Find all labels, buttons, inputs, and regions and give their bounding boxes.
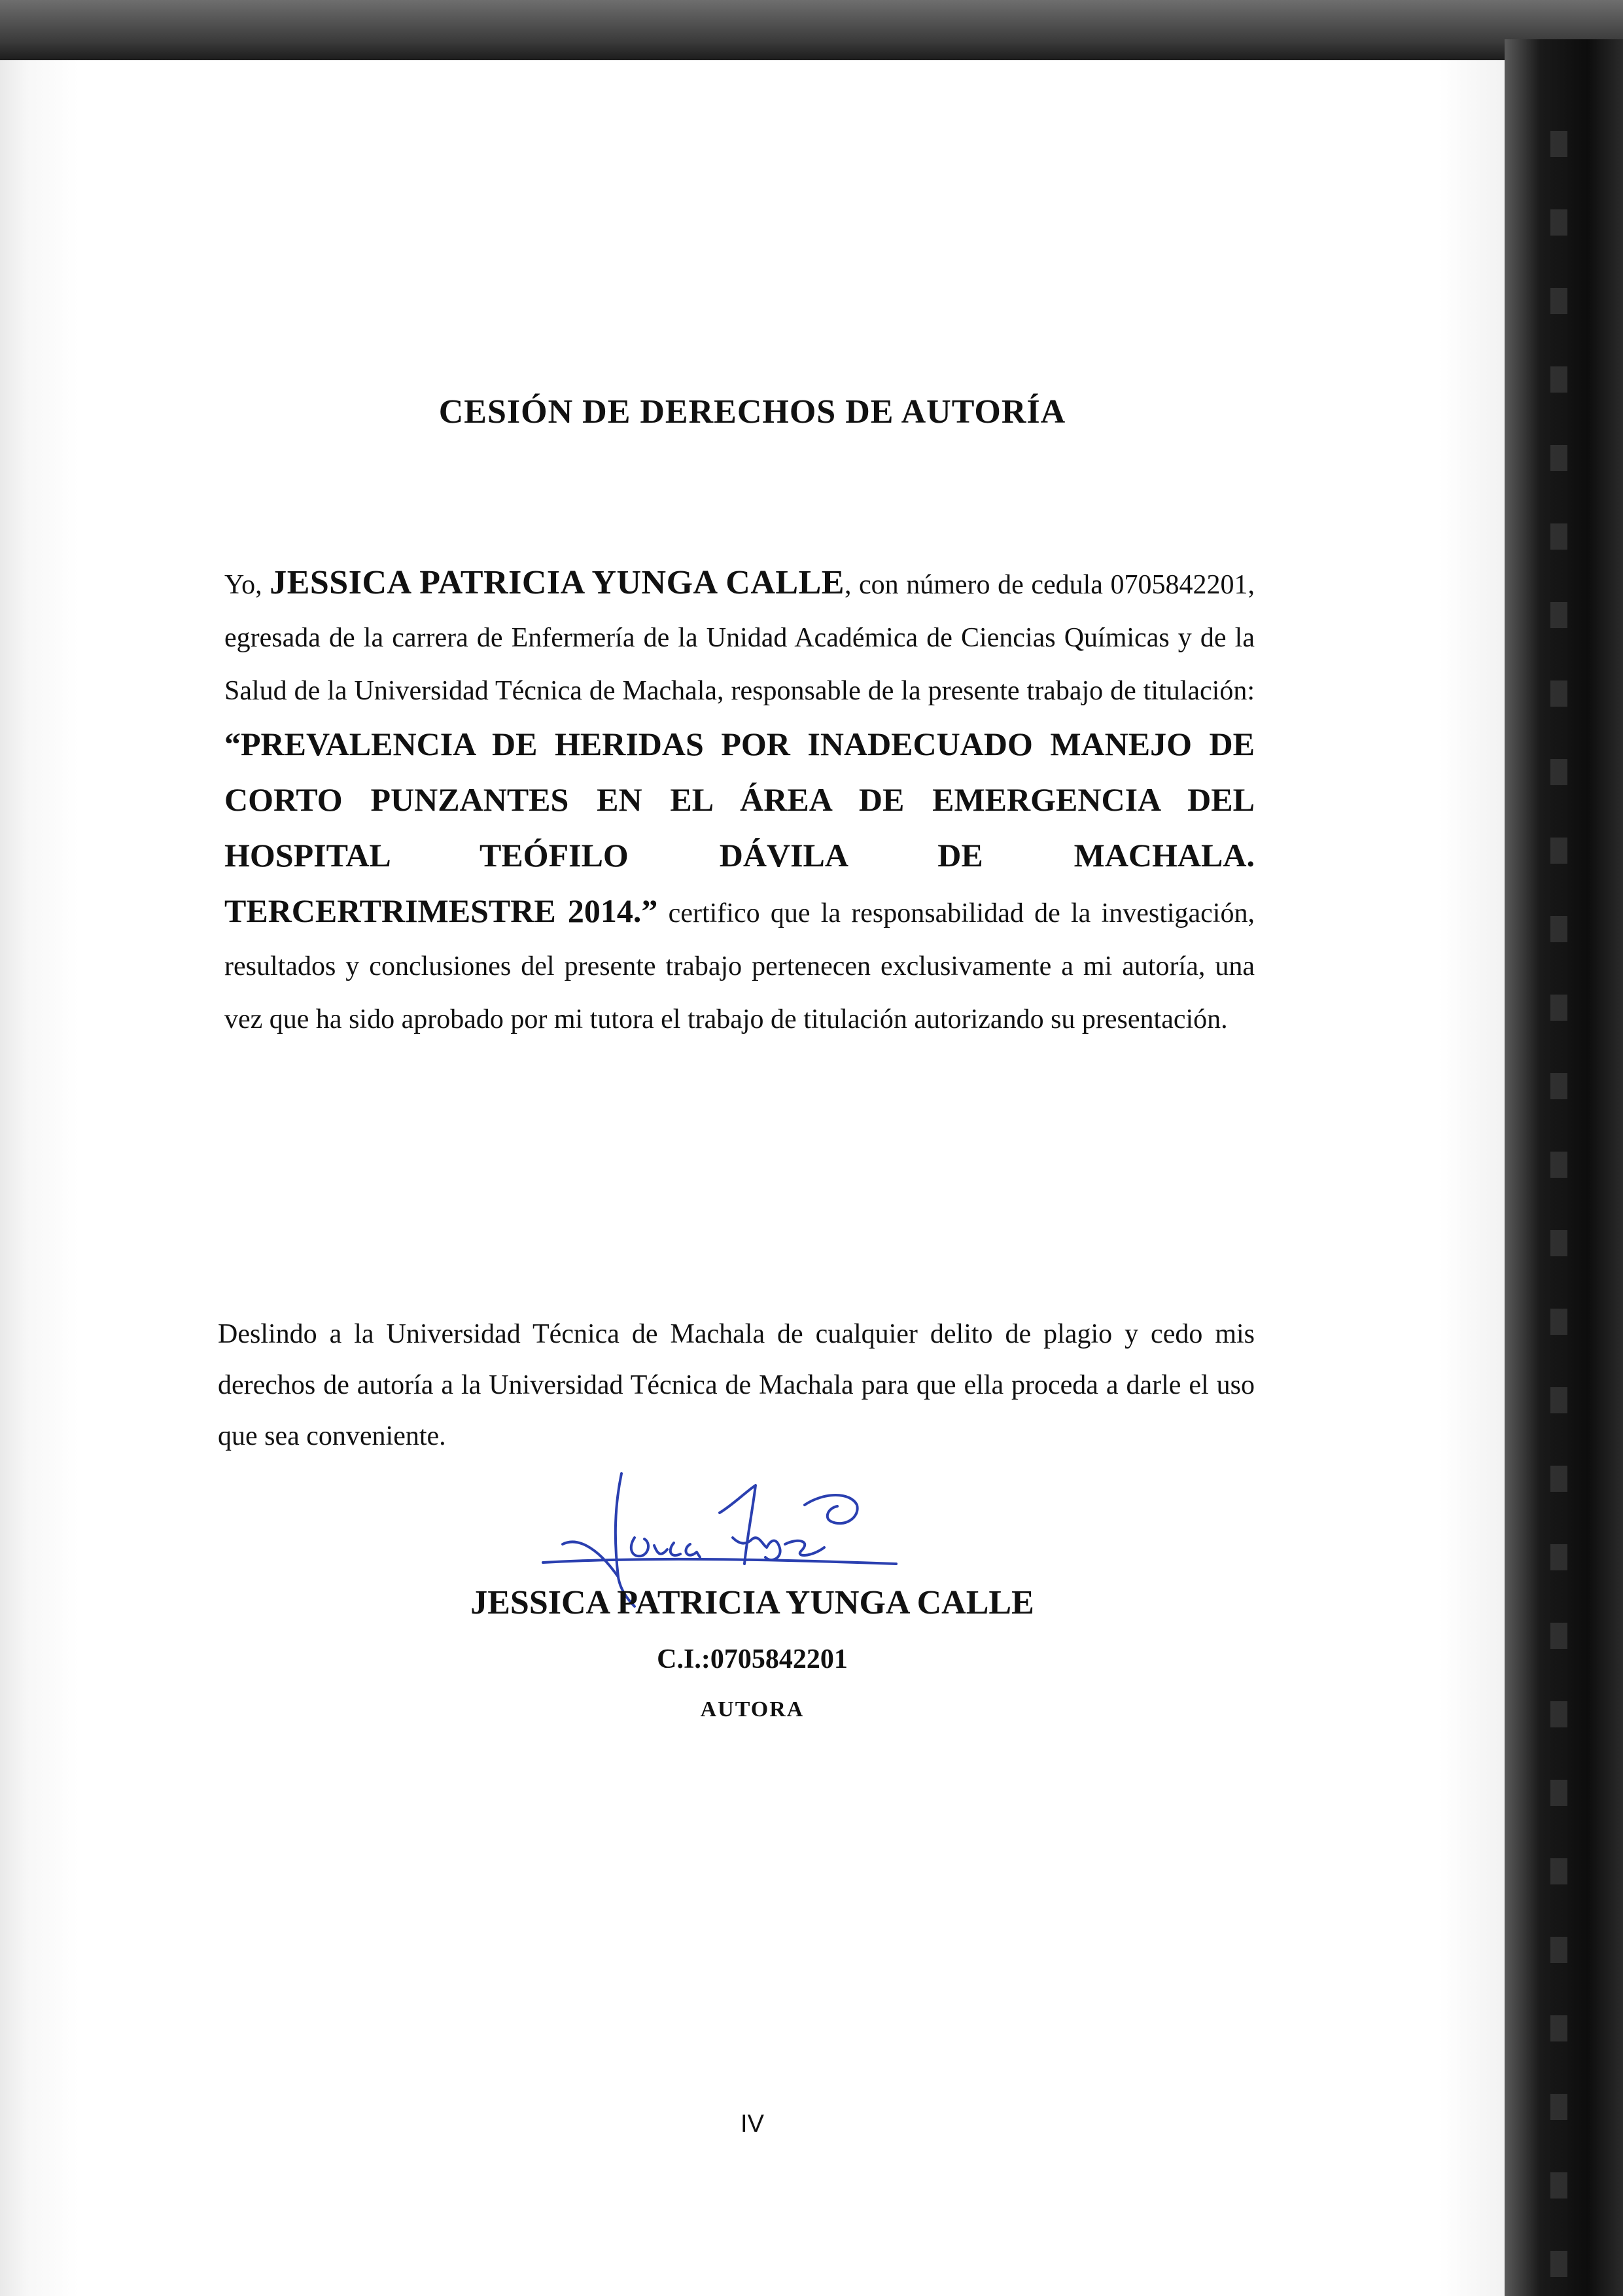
author-name-inline: JESSICA PATRICIA YUNGA CALLE (270, 564, 845, 601)
thesis-title: “PREVALENCIA DE HERIDAS POR INADECUADO MANEJO DE CORTO PUNZANTES EN EL ÁREA DE EMERGENCIA DEL HOSPITAL TEÓFILO DÁVILA DE MACHALA. TERCERTRIMESTRE 2014.” (224, 726, 1255, 929)
intro-text: Yo, (224, 570, 270, 600)
scan-top-band (0, 0, 1623, 60)
page-stack-shadow (1550, 131, 1567, 2290)
document-title: CESIÓN DE DERECHOS DE AUTORÍA (438, 393, 1066, 431)
page-number: IV (741, 2110, 764, 2138)
declaration-text: , con número de cedula 0705842201, egresada de la carrera de Enfermería de la Unidad Académica de Ciencias Químicas y de la Salud de la Universidad Técnica de Machala, responsable de la presente trabajo de titulación: (224, 570, 1255, 706)
signer-role: AUTORA (700, 1697, 805, 1722)
signer-id-number: C.I.:0705842201 (657, 1644, 848, 1674)
signer-name: JESSICA PATRICIA YUNGA CALLE (470, 1584, 1034, 1621)
waiver-paragraph: Deslindo a la Universidad Técnica de Machala de cualquier delito de plagio y cedo mis derechos de autoría a la Universidad Técnica de Machala para que ella proceda a darle el uso que sea conveniente. (218, 1319, 1255, 1451)
declaration-paragraph (224, 556, 1255, 1046)
certification-text: certifico que la responsabilidad de la investigación, resultados y conclusiones del presente trabajo pertenecen exclusivamente a mi autoría, una vez que ha sido aprobado por mi tutora el trabajo de titulación autorizando su presentación. (224, 898, 1255, 1034)
